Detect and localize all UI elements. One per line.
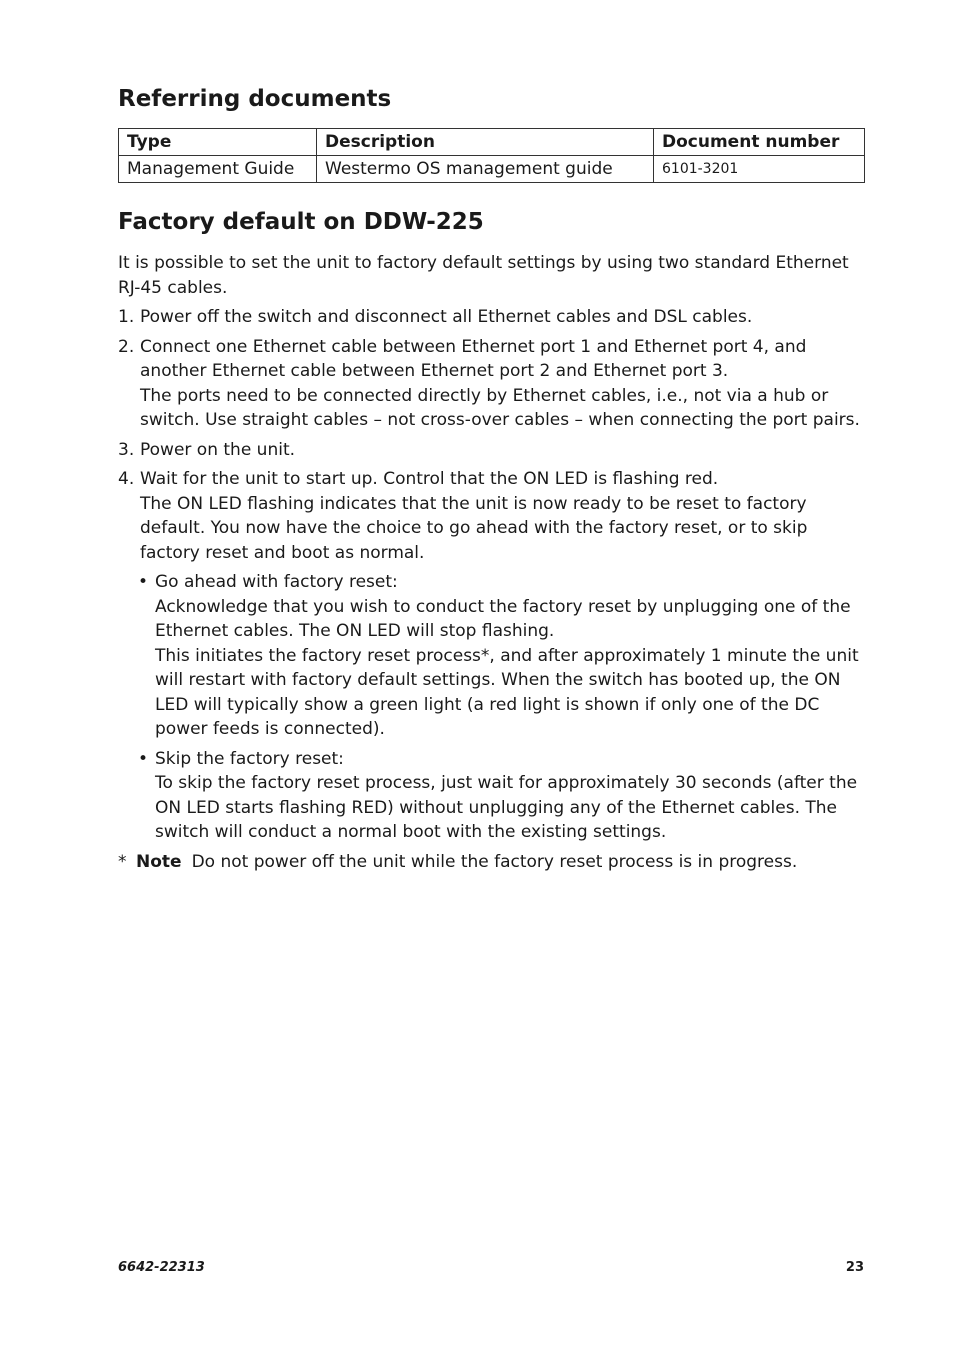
step-number: 1. — [118, 307, 135, 327]
step-text: Power on the unit. — [140, 439, 296, 460]
column-header-document-number: Document number — [654, 129, 865, 156]
step-number: 3. — [118, 439, 135, 460]
bullet-line: To skip the factory reset process, just wait for approximately 30 seconds (after the ON LED starts flashing RED) without unplugging any of the Ethernet cables. The switch will conduct a normal boot with the existing settings. — [155, 773, 858, 842]
referring-documents-table — [118, 128, 865, 183]
bullet-item-go-ahead — [138, 570, 864, 742]
step-item — [118, 335, 864, 433]
cell-description: Westermo OS management guide — [317, 156, 654, 183]
page-number: 23 — [845, 1260, 864, 1275]
asterisk-marker: * — [118, 851, 127, 872]
note — [118, 850, 864, 875]
bullet-title: Go ahead with factory reset: — [155, 572, 398, 592]
intro-paragraph: It is possible to set the unit to factory default settings by using two standard Ethernet RJ-45 cables. — [118, 253, 849, 298]
page-footer — [118, 1260, 864, 1275]
step-item — [118, 438, 864, 463]
page-content — [118, 82, 864, 874]
bullet-item-skip — [138, 747, 864, 845]
step-number: 4. — [118, 469, 135, 489]
factory-default-section — [118, 205, 864, 874]
bullet-line: This initiates the factory reset process*, and after approximately 1 minute the unit will restart with factory default settings. When the switch has booted up, the ON LED will typically show a green light (a red light is shown if only one of the DC power feeds is connected). — [155, 645, 859, 739]
note-label: Note — [136, 851, 182, 872]
section-heading-referring-documents: Referring documents — [118, 86, 392, 112]
section-heading-factory-default: Factory default on DDW-225 — [118, 209, 484, 235]
step-extra-text: The ports need to be connected directly by Ethernet cables, i.e., not via a hub or switch. Use straight cables – not cross-over cables – when connecting the port pairs. — [140, 385, 860, 430]
step-number: 2. — [118, 336, 135, 357]
cell-type: Management Guide — [119, 156, 317, 183]
note-text: Do not power off the unit while the factory reset process is in progress. — [191, 851, 798, 872]
column-header-description: Description — [317, 129, 654, 156]
cell-document-number: 6101-3201 — [654, 156, 865, 183]
step-extra-text: The ON LED flashing indicates that the unit is now ready to be reset to factory default. You now have the choice to go ahead with the factory reset, or to skip factory reset and boot as normal. — [140, 493, 808, 563]
bullet-icon: • — [138, 572, 149, 592]
bullet-line: Acknowledge that you wish to conduct the factory reset by unplugging one of the Ethernet cables. The ON LED will stop flashing. — [155, 596, 851, 641]
table-row — [119, 156, 865, 183]
document-id: 6642-22313 — [118, 1260, 205, 1275]
step-item — [118, 467, 864, 565]
bullet-icon: • — [138, 748, 149, 769]
step-text: Wait for the unit to start up. Control that the ON LED is flashing red. — [140, 469, 719, 489]
table-header-row — [119, 129, 865, 156]
step-text: Connect one Ethernet cable between Ethernet port 1 and Ethernet port 4, and another Ethernet cable between Ethernet port 2 and Ethernet port 3. — [140, 336, 807, 381]
column-header-type: Type — [119, 129, 317, 156]
step-text: Power off the switch and disconnect all Ethernet cables and DSL cables. — [140, 307, 753, 327]
bullet-title: Skip the factory reset: — [155, 748, 344, 769]
step-item — [118, 305, 864, 330]
